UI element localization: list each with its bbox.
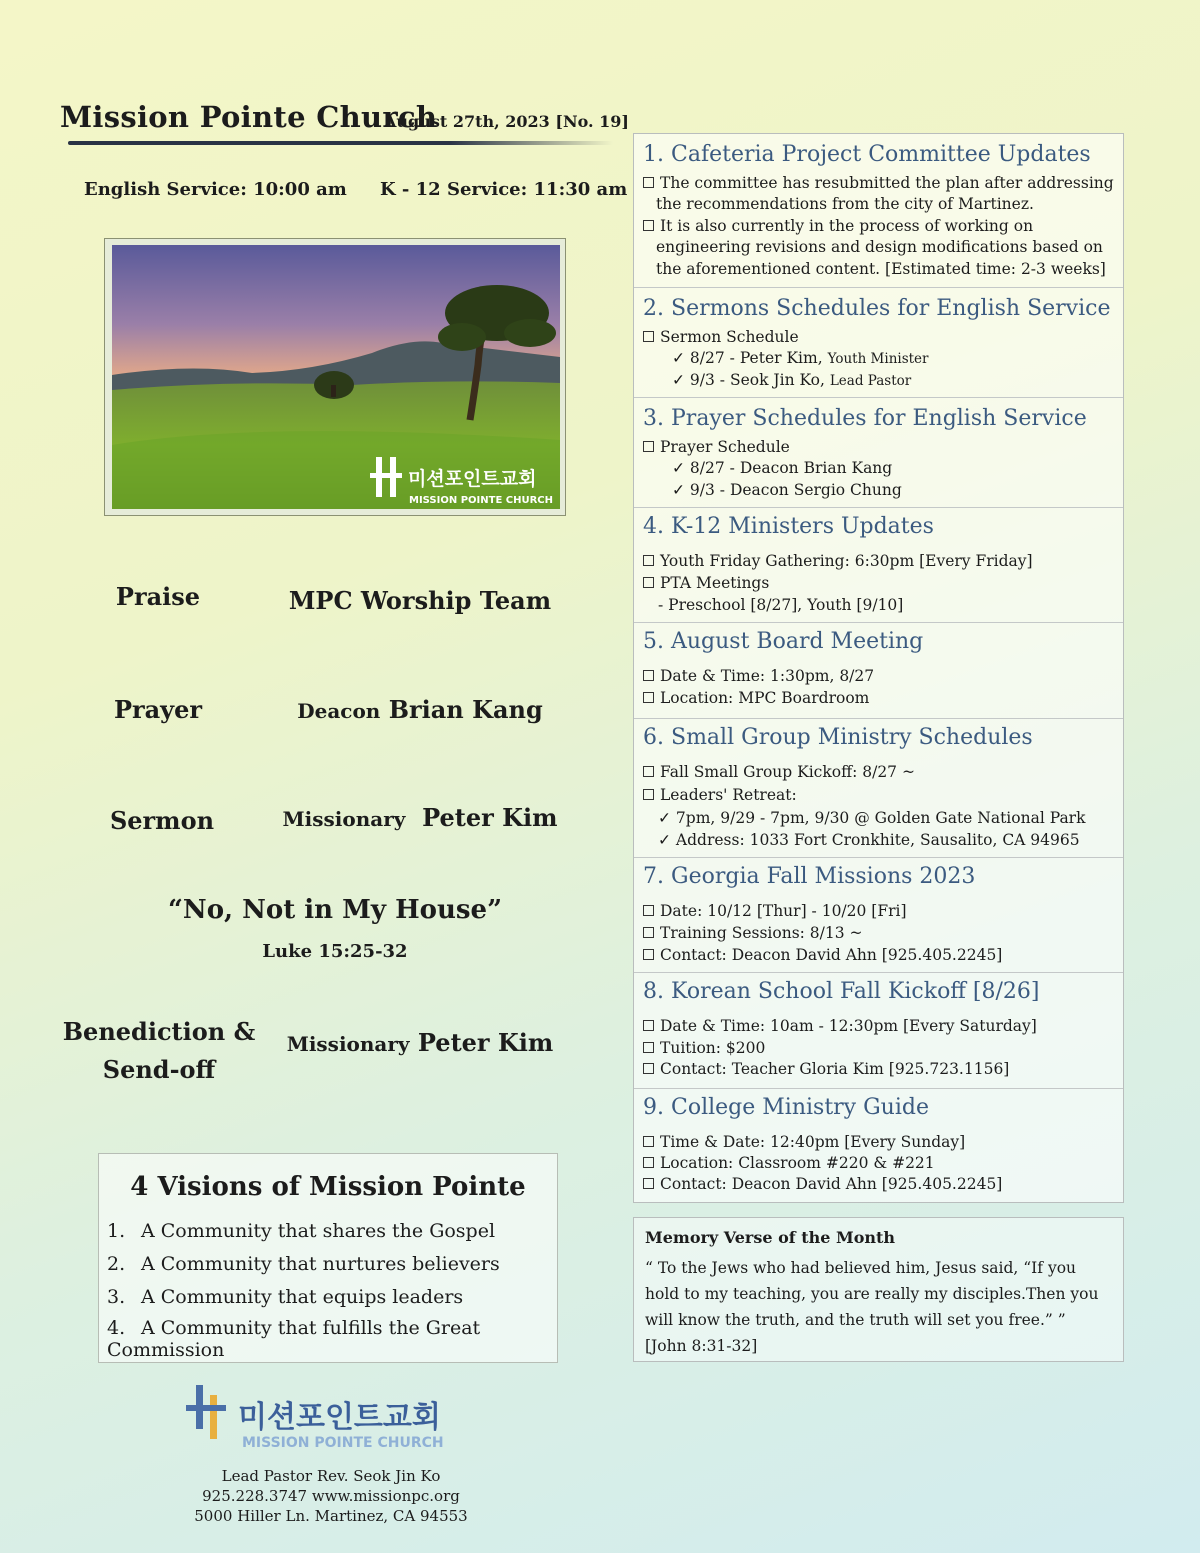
checkbox-icon bbox=[643, 1020, 654, 1031]
checkmark-icon: ✓ bbox=[672, 459, 690, 477]
landscape-photo-image bbox=[112, 245, 560, 509]
list-item: Youth Friday Gathering: 6:30pm [Every Friday] bbox=[643, 552, 1033, 570]
list-item: Location: Classroom #220 & #221 bbox=[643, 1154, 935, 1172]
section-title: 8. Korean School Fall Kickoff [8/26] bbox=[643, 979, 1040, 1004]
checkbox-icon bbox=[643, 1157, 654, 1168]
lead-pastor: Lead Pastor Rev. Seok Jin Ko bbox=[221, 1467, 441, 1485]
sermon-label: Sermon bbox=[109, 806, 215, 835]
prayer-name: Brian Kang bbox=[388, 695, 543, 724]
english-service-time: English Service: 10:00 am bbox=[84, 179, 347, 200]
praise-value: MPC Worship Team bbox=[288, 586, 552, 615]
announcement-section bbox=[634, 623, 1123, 719]
vision-item bbox=[107, 1286, 463, 1308]
section-title: 6. Small Group Ministry Schedules bbox=[643, 725, 1033, 750]
section-title: 7. Georgia Fall Missions 2023 bbox=[643, 864, 976, 889]
title-divider bbox=[68, 141, 613, 145]
memory-verse-text bbox=[645, 1255, 1115, 1359]
list-item-continued: the recommendations from the city of Martinez. bbox=[656, 195, 1034, 213]
section-title: 1. Cafeteria Project Committee Updates bbox=[643, 142, 1091, 167]
announcement-section bbox=[634, 719, 1123, 858]
checkbox-icon bbox=[643, 670, 654, 681]
checkmark-icon: ✓ bbox=[672, 481, 690, 499]
checkbox-icon bbox=[643, 220, 654, 231]
benediction-label bbox=[60, 1013, 258, 1089]
checkbox-icon bbox=[643, 441, 654, 452]
visions-title: 4 Visions of Mission Pointe bbox=[130, 1172, 526, 1202]
vision-item bbox=[107, 1253, 500, 1275]
prayer-value bbox=[280, 695, 560, 724]
list-item: Date & Time: 1:30pm, 8/27 bbox=[643, 667, 874, 685]
list-item: The committee has resubmitted the plan after addressing bbox=[643, 174, 1114, 192]
checkbox-icon bbox=[643, 692, 654, 703]
announcement-section bbox=[634, 973, 1123, 1089]
list-item-continued: engineering revisions and design modifications based on bbox=[656, 238, 1103, 256]
church-logo-image bbox=[186, 1383, 466, 1453]
list-item: Location: MPC Boardroom bbox=[643, 689, 869, 707]
sermon-prefix: Missionary bbox=[282, 807, 406, 831]
vision-text: A Community that shares the Gospel bbox=[141, 1220, 496, 1242]
list-item: Contact: Teacher Gloria Kim [925.723.1156] bbox=[643, 1060, 1009, 1078]
sermon-reference: Luke 15:25-32 bbox=[262, 941, 408, 962]
list-item: ✓ Address: 1033 Fort Cronkhite, Sausalito, CA 94965 bbox=[658, 831, 1080, 849]
list-item: Date & Time: 10am - 12:30pm [Every Saturday] bbox=[643, 1017, 1037, 1035]
list-item: Prayer Schedule bbox=[643, 438, 790, 456]
sermon-title: “No, Not in My House” bbox=[167, 895, 503, 925]
list-item: ✓ 9/3 - Deacon Sergio Chung bbox=[672, 481, 902, 499]
checkbox-icon bbox=[643, 1042, 654, 1053]
announcement-section bbox=[634, 134, 1123, 288]
checkmark-icon: ✓ bbox=[658, 809, 676, 827]
issue-date: August 27th, 2023 [No. 19] bbox=[384, 112, 629, 131]
benediction-label-line-1: Benediction & bbox=[62, 1017, 256, 1046]
photo-logo-korean: 미션포인트교회 bbox=[408, 468, 537, 490]
list-item: ✓ 7pm, 9/29 - 7pm, 9/30 @ Golden Gate National Park bbox=[658, 809, 1086, 827]
sermon-name: Peter Kim bbox=[422, 803, 558, 832]
church-logo bbox=[186, 1383, 466, 1453]
list-item: Leaders' Retreat: bbox=[643, 786, 797, 804]
vision-number: 2. bbox=[107, 1253, 126, 1275]
vision-item bbox=[107, 1317, 557, 1361]
list-item-continued: - Preschool [8/27], Youth [9/10] bbox=[658, 596, 904, 614]
announcement-section bbox=[634, 398, 1123, 508]
list-item: Fall Small Group Kickoff: 8/27 ~ bbox=[643, 763, 915, 781]
list-item: ✓ 8/27 - Deacon Brian Kang bbox=[672, 459, 893, 477]
announcement-section bbox=[634, 288, 1123, 398]
list-item: Contact: Deacon David Ahn [925.405.2245] bbox=[643, 1175, 1002, 1193]
announcement-section bbox=[634, 508, 1123, 623]
announcement-section bbox=[634, 858, 1123, 973]
checkbox-icon bbox=[643, 905, 654, 916]
checkmark-icon: ✓ bbox=[672, 371, 690, 389]
contact-info: 925.228.3747 www.missionpc.org bbox=[202, 1487, 460, 1505]
k12-service-time: K - 12 Service: 11:30 am bbox=[380, 179, 628, 200]
list-item: Sermon Schedule bbox=[643, 328, 799, 346]
section-title: 9. College Ministry Guide bbox=[643, 1095, 929, 1120]
memory-verse-box bbox=[633, 1217, 1124, 1362]
landscape-photo bbox=[104, 238, 566, 516]
list-item: Time & Date: 12:40pm [Every Sunday] bbox=[643, 1133, 965, 1151]
church-address: 5000 Hiller Ln. Martinez, CA 94553 bbox=[194, 1507, 468, 1525]
checkmark-icon: ✓ bbox=[658, 831, 676, 849]
praise-label: Praise bbox=[115, 582, 201, 611]
list-item: Date: 10/12 [Thur] - 10/20 [Fri] bbox=[643, 902, 907, 920]
checkbox-icon bbox=[643, 1063, 654, 1074]
memory-verse-heading: Memory Verse of the Month bbox=[645, 1228, 896, 1247]
prayer-label: Prayer bbox=[113, 695, 203, 724]
section-title: 2. Sermons Schedules for English Service bbox=[643, 296, 1111, 321]
benediction-label-line-2: Send-off bbox=[102, 1055, 216, 1084]
list-item: ✓ 9/3 - Seok Jin Ko, Lead Pastor bbox=[672, 371, 912, 389]
visions-box bbox=[98, 1153, 558, 1363]
checkmark-icon: ✓ bbox=[672, 349, 690, 367]
checkbox-icon bbox=[643, 1178, 654, 1189]
checkbox-icon bbox=[643, 577, 654, 588]
list-item: ✓ 8/27 - Peter Kim, Youth Minister bbox=[672, 349, 929, 367]
church-title: Mission Pointe Church bbox=[60, 100, 438, 134]
list-item-continued: the aforementioned content. [Estimated time: 2-3 weeks] bbox=[656, 260, 1106, 278]
vision-item bbox=[107, 1220, 495, 1242]
list-item: Tuition: $200 bbox=[643, 1039, 765, 1057]
checkbox-icon bbox=[643, 789, 654, 800]
checkbox-icon bbox=[643, 766, 654, 777]
section-title: 5. August Board Meeting bbox=[643, 629, 924, 654]
checkbox-icon bbox=[643, 177, 654, 188]
memory-verse-quote: “ To the Jews who had believed him, Jesus said, “If you hold to my teaching, you are really my disciples.Then you will know the truth, and the truth will set you free.” ” bbox=[645, 1259, 1099, 1329]
vision-number: 1. bbox=[107, 1220, 126, 1242]
checkbox-icon bbox=[643, 949, 654, 960]
announcements-panel bbox=[633, 133, 1124, 1203]
vision-text: A Community that equips leaders bbox=[141, 1286, 464, 1308]
list-item: PTA Meetings bbox=[643, 574, 769, 592]
benediction-value bbox=[280, 1028, 560, 1057]
photo-logo-english: MISSION POINTE CHURCH bbox=[409, 495, 553, 506]
benediction-prefix: Missionary bbox=[286, 1032, 410, 1056]
memory-verse-reference: [John 8:31-32] bbox=[645, 1337, 758, 1355]
benediction-name: Peter Kim bbox=[417, 1028, 554, 1057]
logo-korean-text: 미션포인트교회 bbox=[238, 1400, 441, 1435]
list-item: Training Sessions: 8/13 ~ bbox=[643, 924, 863, 942]
announcement-section bbox=[634, 1089, 1123, 1204]
vision-text: A Community that fulfills the Great Commission bbox=[107, 1317, 481, 1361]
logo-english-text: MISSION POINTE CHURCH bbox=[242, 1435, 444, 1451]
vision-number: 3. bbox=[107, 1286, 126, 1308]
vision-text: A Community that nurtures believers bbox=[141, 1253, 500, 1275]
checkbox-icon bbox=[643, 331, 654, 342]
list-item: Contact: Deacon David Ahn [925.405.2245] bbox=[643, 946, 1002, 964]
vision-number: 4. bbox=[107, 1317, 126, 1339]
section-title: 3. Prayer Schedules for English Service bbox=[643, 406, 1087, 431]
section-title: 4. K-12 Ministers Updates bbox=[643, 514, 934, 539]
checkbox-icon bbox=[643, 1136, 654, 1147]
sermon-preacher bbox=[280, 803, 560, 832]
list-item: It is also currently in the process of working on bbox=[643, 217, 1033, 235]
prayer-prefix: Deacon bbox=[297, 699, 381, 723]
checkbox-icon bbox=[643, 927, 654, 938]
checkbox-icon bbox=[643, 555, 654, 566]
